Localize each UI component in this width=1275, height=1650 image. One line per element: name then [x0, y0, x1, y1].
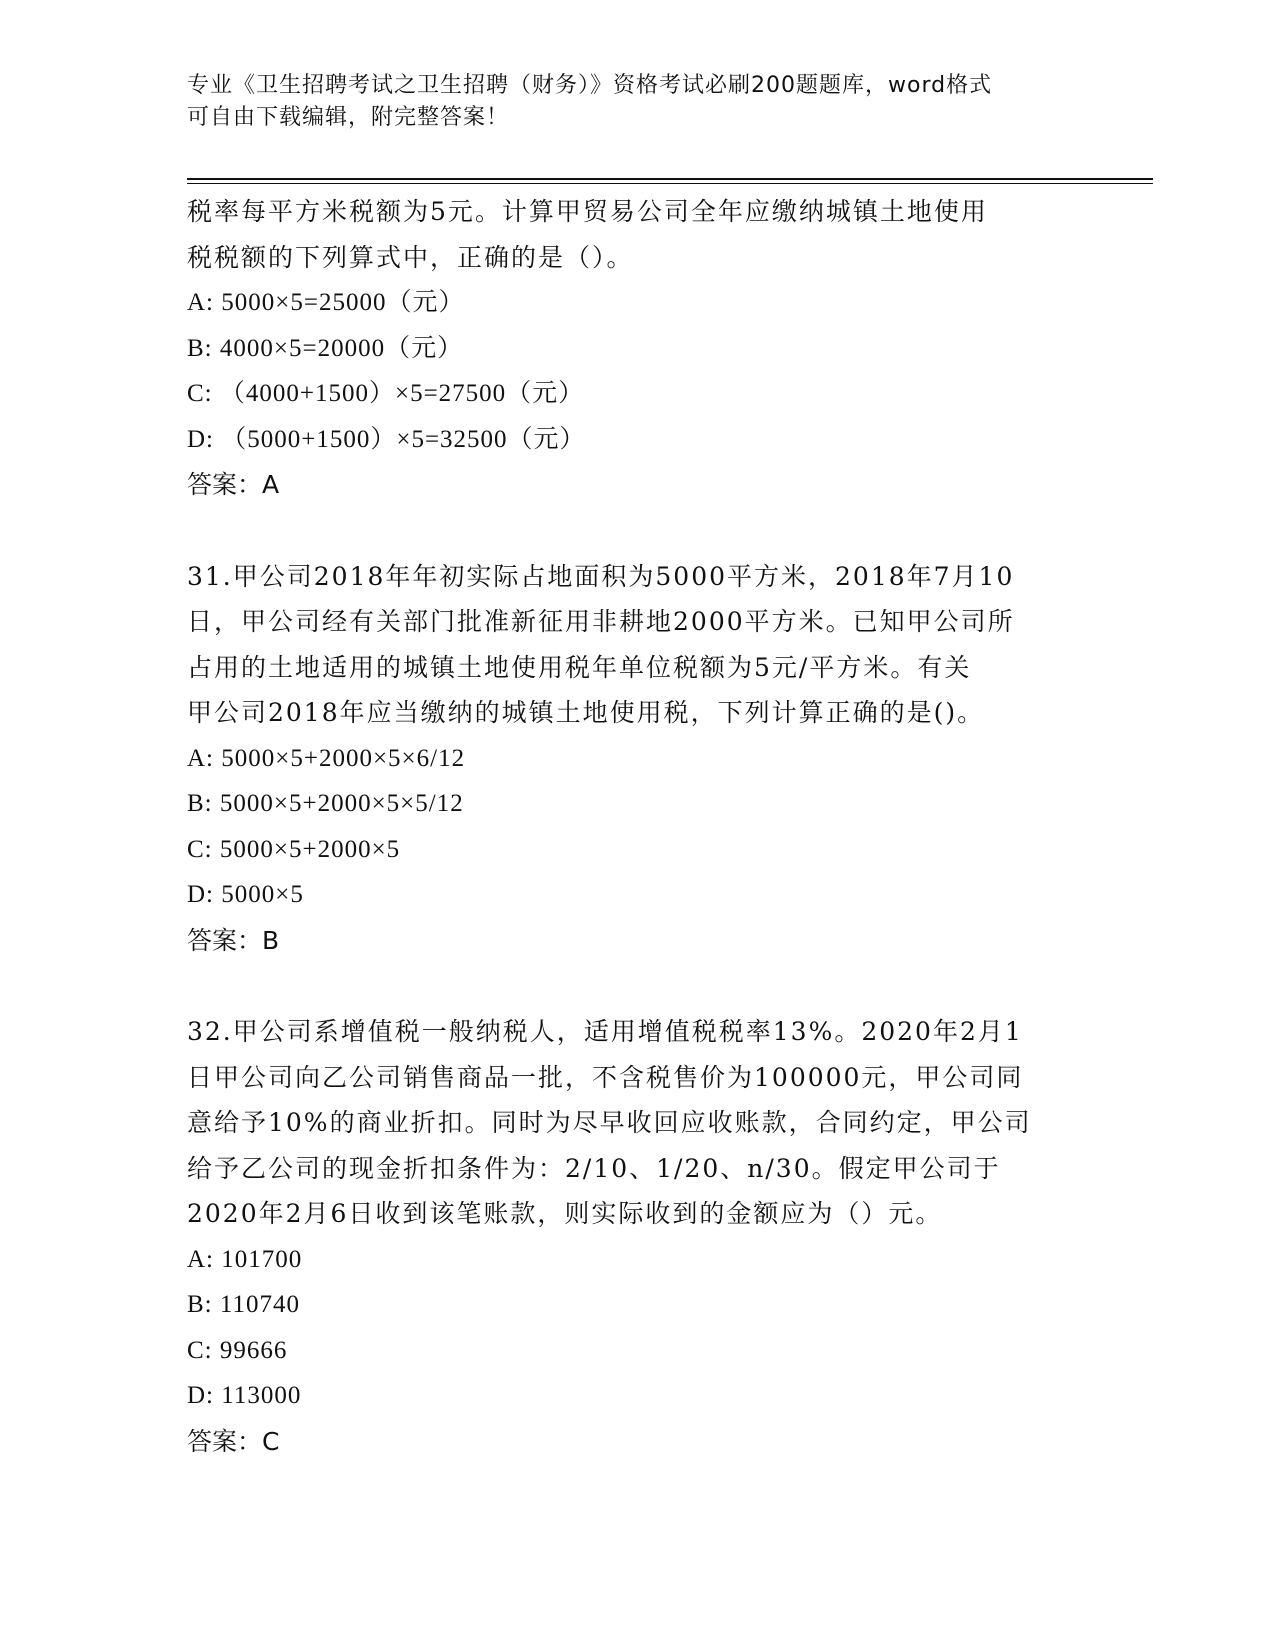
- question-content: [187, 189, 1087, 1464]
- option-b: B: 4000×5=20000（元）: [187, 334, 464, 362]
- question-stem-line: 31.甲公司2018年年初实际占地面积为5000平方米，2018年7月10: [187, 561, 1015, 591]
- option-d: D: （5000+1500）×5=32500（元）: [187, 425, 586, 453]
- spacer: [187, 963, 1087, 1009]
- option-c: C: 99666: [187, 1336, 288, 1364]
- question-stem-line: 2020年2月6日收到该笔账款，则实际收到的金额应为（）元。: [187, 1199, 943, 1228]
- spacer: [187, 508, 1087, 554]
- answer-line: 答案：C: [187, 1426, 280, 1456]
- question-stem-line: 税税额的下列算式中，正确的是（）。: [187, 242, 634, 272]
- option-d: D: 113000: [187, 1382, 302, 1409]
- question-stem-line: 给予乙公司的现金折扣条件为：2/10、1/20、n/30。假定甲公司于: [187, 1153, 1001, 1183]
- option-c: C: （4000+1500）×5=27500（元）: [187, 380, 585, 407]
- question-stem-line: 日，甲公司经有关部门批准新征用非耕地2000平方米。已知甲公司所: [187, 607, 1015, 636]
- question-stem-line: 32.甲公司系增值税一般纳税人，适用增值税税率13%。2020年2月1: [187, 1017, 1023, 1046]
- option-b: B: 5000×5+2000×5×5/12: [187, 790, 464, 817]
- option-c: C: 5000×5+2000×5: [187, 835, 401, 863]
- header-title-line-1: 专业《卫生招聘考试之卫生招聘（财务）》资格考试必刷200题题库，word格式: [187, 73, 993, 98]
- question-stem-line: 占用的土地适用的城镇土地使用税年单位税额为5元/平方米。有关: [187, 652, 972, 682]
- header-divider-thin: [187, 183, 1153, 184]
- answer-line: 答案：A: [187, 470, 280, 499]
- question-stem-line: 税率每平方米税额为5元。计算甲贸易公司全年应缴纳城镇土地使用: [187, 197, 988, 226]
- option-a: A: 5000×5=25000（元）: [187, 289, 465, 316]
- option-a: A: 5000×5+2000×5×6/12: [187, 744, 466, 772]
- option-a: A: 101700: [187, 1245, 303, 1273]
- question-stem-line: 甲公司2018年应当缴纳的城镇土地使用税，下列计算正确的是()。: [187, 698, 985, 727]
- option-d: D: 5000×5: [187, 881, 304, 908]
- question-stem-line: 意给予10%的商业折扣。同时为尽早收回应收账款，合同约定，甲公司: [187, 1108, 1032, 1137]
- question-stem-line: 日甲公司向乙公司销售商品一批，不含税售价为100000元，甲公司同: [187, 1062, 1024, 1092]
- page-header: [187, 70, 1067, 134]
- answer-line: 答案：B: [187, 925, 280, 955]
- question-32: [187, 1009, 1087, 1464]
- question-30: [187, 189, 1087, 508]
- header-title-line-2: 可自由下载编辑，附完整答案！: [187, 105, 510, 130]
- question-31: [187, 554, 1087, 964]
- option-b: B: 110740: [187, 1291, 300, 1318]
- header-divider-thick: [187, 178, 1153, 180]
